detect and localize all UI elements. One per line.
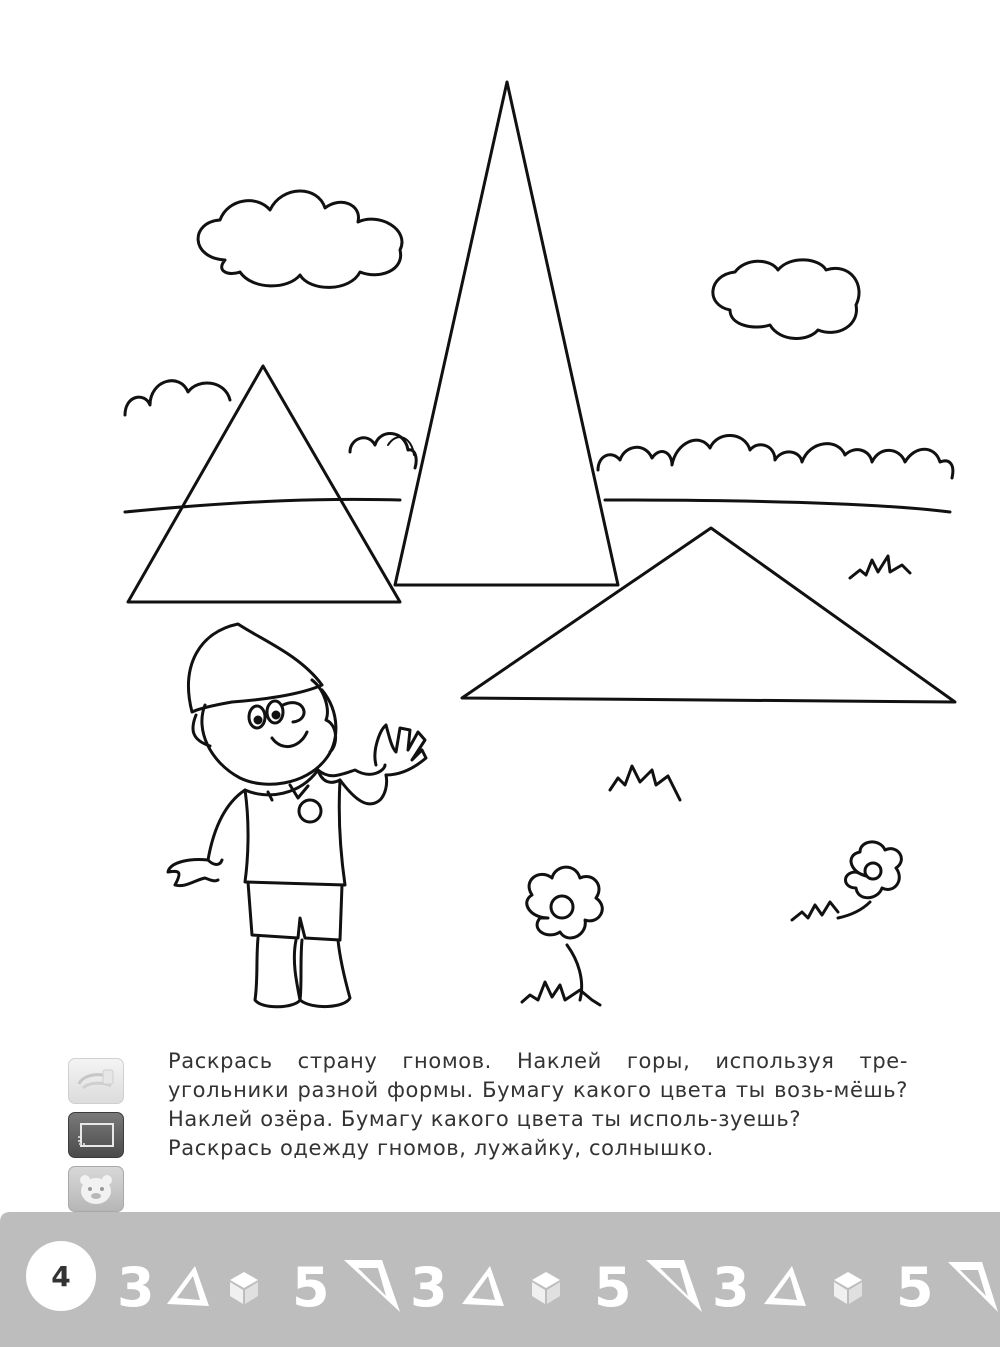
colored-paper-icon (68, 1112, 124, 1158)
bush-right (598, 435, 953, 478)
flower-middle (527, 867, 603, 1000)
triangle-left (128, 366, 400, 602)
task-icons (68, 1058, 126, 1220)
bear-face-icon (68, 1166, 124, 1212)
flower-right (838, 842, 901, 918)
glue-stick-icon (68, 1058, 124, 1104)
triangle-tall (395, 82, 618, 585)
gnome-figure (168, 624, 426, 1007)
bush-left-stroke (388, 437, 414, 455)
cloud-right (713, 260, 859, 339)
bush-left (125, 381, 416, 468)
footer-digit: 5 (292, 1256, 330, 1319)
grass-tuft-3 (792, 902, 838, 920)
cloud-left (198, 191, 402, 287)
footer-digit: 5 (594, 1256, 632, 1319)
footer-digit: 3 (117, 1256, 155, 1319)
footer-digit: 3 (712, 1256, 750, 1319)
footer-band (0, 1212, 1000, 1347)
footer-digit: 3 (410, 1256, 448, 1319)
instruction-paragraph-2: Раскрась одежду гномов, лужайку, солнышко. (168, 1136, 714, 1160)
page-number: 4 (26, 1241, 96, 1311)
task-instructions (168, 1047, 908, 1163)
grass-tuft-4 (522, 982, 600, 1005)
grass-tuft-2 (610, 766, 680, 800)
grass-tuft-1 (850, 556, 910, 578)
footer-digit: 5 (896, 1256, 934, 1319)
instruction-paragraph-1: Раскрась страну гномов. Наклей горы, используя тре-угольники разной формы. Бумагу какого цвета ты возь-мёшь? Наклей озёра. Бумагу какого цвета ты исполь-зуешь? (168, 1049, 908, 1131)
